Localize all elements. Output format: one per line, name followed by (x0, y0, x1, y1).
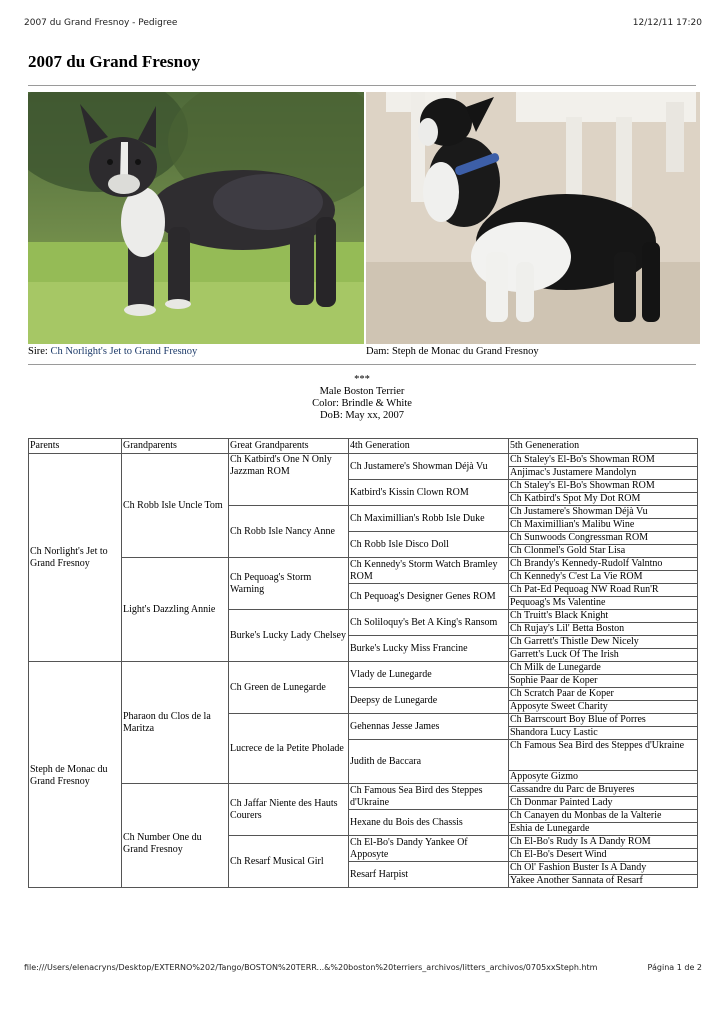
info-stars: *** (354, 374, 370, 385)
gen5-cell: Ch Garrett's Thistle Dew Nicely (509, 636, 698, 649)
header-cell: Grandparents (122, 439, 229, 454)
gen5-cell: Anjimac's Justamere Mandolyn (509, 467, 698, 480)
gen5-cell: Ch Canayen du Monbas de la Valterie (509, 810, 698, 823)
sire-label: Sire: (28, 346, 48, 357)
gen5-cell: Sophie Paar de Koper (509, 675, 698, 688)
gen5-cell: Ch Staley's El-Bo's Showman ROM (509, 454, 698, 467)
gen4-cell: Ch Robb Isle Disco Doll (349, 532, 509, 558)
gen5-cell: Ch Barrscourt Boy Blue of Porres (509, 714, 698, 727)
file-path: file:///Users/elenacryns/Desktop/EXTERNO%202/Tango/BOSTON%20TERR...&%20boston%20terriers_archivos/litters_archivos/0705xxSteph.htm (24, 963, 598, 972)
sire-name[interactable]: Ch Norlight's Jet to Grand Fresnoy (50, 346, 198, 357)
gen5-cell: Ch Famous Sea Bird des Steppes d'Ukraine (509, 740, 698, 771)
info-dob: DoB: May xx, 2007 (320, 410, 404, 421)
gen4-cell: Gehennas Jesse James (349, 714, 509, 740)
gen5-cell: Eshia de Lunegarde (509, 823, 698, 836)
page-count: Página 1 de 2 (647, 963, 702, 972)
gen5-cell: Ch Scratch Paar de Koper (509, 688, 698, 701)
gen5-cell: Cassandre du Parc de Bruyeres (509, 784, 698, 797)
print-datetime: 12/12/11 17:20 (632, 18, 702, 28)
gen5-cell: Ch Donmar Painted Lady (509, 797, 698, 810)
sire-caption (28, 346, 197, 357)
gen4-cell: Ch El-Bo's Dandy Yankee Of Apposyte (349, 836, 509, 862)
header-cell: Parents (29, 439, 122, 454)
gen5-cell: Ch Clonmel's Gold Star Lisa (509, 545, 698, 558)
dam-photo (366, 92, 700, 344)
gen4-cell: Ch Justamere's Showman Déjà Vu (349, 454, 509, 480)
gen5-cell: Ch El-Bo's Rudy Is A Dandy ROM (509, 836, 698, 849)
gen4-cell: Hexane du Bois des Chassis (349, 810, 509, 836)
gen4-cell: Ch Famous Sea Bird des Steppes d'Ukraine (349, 784, 509, 810)
gen5-cell: Garrett's Luck Of The Irish (509, 649, 698, 662)
gen5-cell: Ch Staley's El-Bo's Showman ROM (509, 480, 698, 493)
parent-cell: Steph de Monac du Grand Fresnoy (29, 662, 122, 888)
gen4-cell: Burke's Lucky Miss Francine (349, 636, 509, 662)
gen5-cell: Ch Milk de Lunegarde (509, 662, 698, 675)
pedigree-table (28, 438, 698, 888)
gen4-cell: Ch Pequoag's Designer Genes ROM (349, 584, 509, 610)
info-sex-breed: Male Boston Terrier (319, 386, 405, 397)
info-color: Color: Brindle & White (312, 398, 412, 409)
caption-divider (28, 364, 696, 365)
gen5-cell: Ch Rujay's Lil' Betta Boston (509, 623, 698, 636)
great-grandparent-cell: Ch Green de Lunegarde (229, 662, 349, 714)
browser-page-title: 2007 du Grand Fresnoy - Pedigree (24, 18, 178, 28)
header-cell: Great Grandparents (229, 439, 349, 454)
page-title: 2007 du Grand Fresnoy (28, 52, 201, 71)
grandparent-cell: Pharaon du Clos de la Maritza (122, 662, 229, 784)
gen5-cell: Apposyte Sweet Charity (509, 701, 698, 714)
sire-photo (28, 92, 364, 344)
great-grandparent-cell: Ch Pequoag's Storm Warning (229, 558, 349, 610)
great-grandparent-cell: Ch Katbird's One N Only Jazzman ROM (229, 454, 349, 506)
gen4-cell: Katbird's Kissin Clown ROM (349, 480, 509, 506)
gen4-cell: Resarf Harpist (349, 862, 509, 888)
gen5-cell: Ch Katbird's Spot My Dot ROM (509, 493, 698, 506)
dog-info (0, 374, 724, 422)
gen5-cell: Ch Sunwoods Congressman ROM (509, 532, 698, 545)
dam-caption (366, 346, 539, 357)
gen5-cell: Ch Justamere's Showman Déjà Vu (509, 506, 698, 519)
parent-cell: Ch Norlight's Jet to Grand Fresnoy (29, 454, 122, 662)
great-grandparent-cell: Ch Resarf Musical Girl (229, 836, 349, 888)
gen5-cell: Ch Brandy's Kennedy-Rudolf Valntno (509, 558, 698, 571)
gen5-cell: Pequoag's Ms Valentine (509, 597, 698, 610)
grandparent-cell: Ch Robb Isle Uncle Tom (122, 454, 229, 558)
gen4-cell: Ch Maximillian's Robb Isle Duke (349, 506, 509, 532)
title-divider (28, 85, 696, 86)
gen5-cell: Ch Maximillian's Malibu Wine (509, 519, 698, 532)
gen4-cell: Ch Soliloquy's Bet A King's Ransom (349, 610, 509, 636)
gen4-cell: Ch Kennedy's Storm Watch Bramley ROM (349, 558, 509, 584)
gen5-cell: Ch Pat-Ed Pequoag NW Road Run'R (509, 584, 698, 597)
gen5-cell: Ch El-Bo's Desert Wind (509, 849, 698, 862)
dam-label: Dam: (366, 346, 390, 357)
pedigree-header-row (29, 439, 698, 454)
great-grandparent-cell: Ch Jaffar Niente des Hauts Courers (229, 784, 349, 836)
gen4-cell: Vlady de Lunegarde (349, 662, 509, 688)
great-grandparent-cell: Burke's Lucky Lady Chelsey (229, 610, 349, 662)
gen5-cell: Ch Ol' Fashion Buster Is A Dandy (509, 862, 698, 875)
gen5-cell: Shandora Lucy Lastic (509, 727, 698, 740)
gen5-cell: Ch Truitt's Black Knight (509, 610, 698, 623)
header-cell: 5th Geneneration (509, 439, 698, 454)
header-cell: 4th Generation (349, 439, 509, 454)
gen5-cell: Ch Kennedy's C'est La Vie ROM (509, 571, 698, 584)
grandparent-cell: Ch Number One du Grand Fresnoy (122, 784, 229, 888)
gen5-cell: Apposyte Gizmo (509, 771, 698, 784)
gen4-cell: Deepsy de Lunegarde (349, 688, 509, 714)
gen4-cell: Judith de Baccara (349, 740, 509, 784)
gen5-cell: Yakee Another Sannata of Resarf (509, 875, 698, 888)
grandparent-cell: Light's Dazzling Annie (122, 558, 229, 662)
great-grandparent-cell: Ch Robb Isle Nancy Anne (229, 506, 349, 558)
great-grandparent-cell: Lucrece de la Petite Pholade (229, 714, 349, 784)
dam-name: Steph de Monac du Grand Fresnoy (391, 346, 539, 357)
